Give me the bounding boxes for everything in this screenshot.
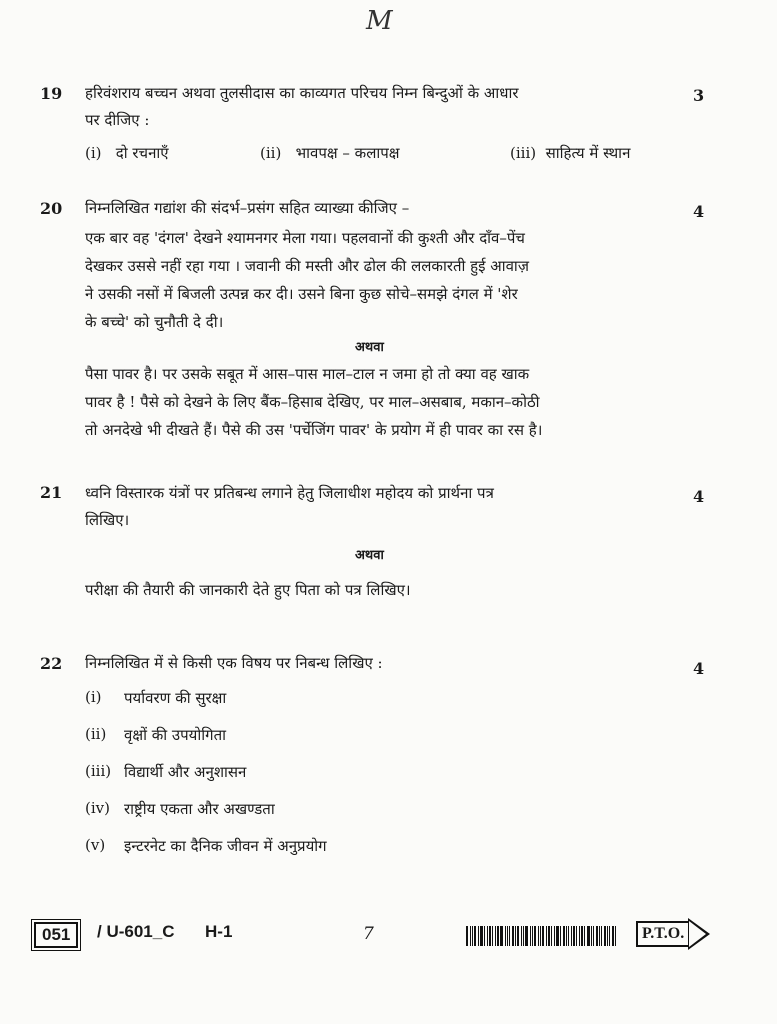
barcode-stripe (593, 926, 594, 946)
q22-option-num: (iii) (85, 762, 112, 780)
pto-label: P.T.O. (636, 921, 688, 947)
barcode-stripe (584, 926, 585, 946)
page-number: 7 (363, 924, 374, 944)
question-22-prompt: निम्नलिखित में से किसी एक विषय पर निबन्ध लिखिए : (85, 654, 383, 672)
barcode-stripe (612, 926, 614, 946)
q19-point-2: (ii) भावपक्ष – कलापक्ष (260, 144, 400, 162)
paper-code-box: 051 (34, 922, 78, 948)
paper-id: / U-601_C (97, 922, 175, 941)
barcode-stripe (495, 926, 496, 946)
q22-option-num: (v) (85, 836, 106, 854)
question-number-20: 20 (40, 199, 63, 218)
barcode-stripe (573, 926, 575, 946)
question-20-alt-passage (85, 360, 660, 444)
barcode-stripe (607, 926, 608, 946)
q22-option-text: पर्यावरण की सुरक्षा (124, 689, 227, 707)
question-number-21: 21 (40, 483, 63, 502)
barcode-stripe (546, 926, 547, 946)
barcode-stripe (484, 926, 485, 946)
question-21-marks: 4 (693, 487, 705, 506)
q22-option-text: राष्ट्रीय एकता और अखण्डता (124, 800, 275, 818)
barcode-stripe (472, 926, 473, 946)
barcode-stripe (591, 926, 592, 946)
barcode-stripe (470, 926, 471, 946)
barcode-stripe (563, 926, 565, 946)
barcode-stripe (530, 926, 531, 946)
barcode-stripe (474, 926, 476, 946)
barcode-stripe (534, 926, 536, 946)
arrow-right-icon (688, 918, 710, 950)
q22-option-text: विद्यार्थी और अनुशासन (124, 763, 247, 781)
barcode (466, 926, 617, 946)
question-20-marks: 4 (693, 202, 705, 221)
barcode-stripe (615, 926, 616, 946)
barcode-stripe (604, 926, 606, 946)
barcode-stripe (601, 926, 602, 946)
q20-alt-line: पावर है ! पैसे को देखने के लिए बैंक–हिसाब देखिए, पर माल–असबाब, मकान–कोठी (85, 393, 540, 411)
barcode-stripe (554, 926, 555, 946)
q20-passage-line: ने उसकी नसों में बिजली उत्पन्न कर दी। उसने बिना कुछ सोचे–समझे दंगल में 'शेर (85, 285, 518, 303)
q19-line1: हरिवंशराय बच्चन अथवा तुलसीदास का काव्यगत परिचय निम्न बिन्दुओं के आधार (85, 84, 519, 102)
q20-passage-line: एक बार वह 'दंगल' देखने श्यामनगर मेला गया। पहलवानों की कुश्ती और दाँव–पेंच (85, 229, 525, 247)
barcode-stripe (538, 926, 539, 946)
barcode-stripe (492, 926, 493, 946)
barcode-stripe (609, 926, 610, 946)
barcode-stripe (500, 926, 503, 946)
barcode-stripe (576, 926, 577, 946)
question-21-alt: परीक्षा की तैयारी की जानकारी देते हुए पिता को पत्र लिखिए। (85, 581, 411, 599)
q20-alt-line: तो अनदेखे भी दीखते हैं। पैसे की उस 'पर्चेजिंग पावर' के प्रयोग में ही पावर का रस है। (85, 421, 543, 439)
barcode-stripe (560, 926, 561, 946)
pto-marker (636, 918, 710, 950)
barcode-stripe (542, 926, 544, 946)
barcode-stripe (556, 926, 559, 946)
paper-set: H-1 (205, 922, 233, 941)
q19-line2: पर दीजिए : (85, 111, 150, 129)
question-19-text (85, 80, 655, 134)
barcode-stripe (571, 926, 572, 946)
barcode-stripe (551, 926, 552, 946)
question-22-marks: 4 (693, 659, 705, 678)
barcode-stripe (532, 926, 533, 946)
barcode-stripe (599, 926, 600, 946)
q21-line2: लिखिए। (85, 511, 130, 529)
barcode-stripe (525, 926, 528, 946)
barcode-stripe (515, 926, 516, 946)
q22-option-num: (i) (85, 688, 102, 706)
question-20-prompt: निम्नलिखित गद्यांश की संदर्भ–प्रसंग सहित व्याख्या कीजिए – (85, 199, 410, 217)
barcode-stripe (509, 926, 510, 946)
barcode-stripe (480, 926, 483, 946)
question-19-marks: 3 (693, 86, 705, 105)
barcode-stripe (581, 926, 583, 946)
barcode-stripe (596, 926, 598, 946)
barcode-stripe (523, 926, 524, 946)
q21-or-label: अथवा (355, 548, 384, 563)
header-scribble: M (366, 6, 391, 36)
barcode-stripe (540, 926, 541, 946)
question-number-19: 19 (40, 84, 63, 103)
q22-option-text: इन्टरनेट का दैनिक जीवन में अनुप्रयोग (124, 837, 327, 855)
barcode-stripe (507, 926, 508, 946)
question-20-passage (85, 224, 660, 336)
barcode-stripe (548, 926, 550, 946)
barcode-stripe (478, 926, 479, 946)
barcode-stripe (512, 926, 514, 946)
q20-passage-line: देखकर उससे नहीं रहा गया । जवानी की मस्ती और ढोल की ललकारती हुई आवाज़ (85, 257, 529, 275)
q19-point-1: (i) दो रचनाएँ (85, 144, 169, 162)
question-21-text (85, 480, 655, 534)
barcode-stripe (587, 926, 590, 946)
q20-or-label: अथवा (355, 340, 384, 355)
barcode-stripe (466, 926, 468, 946)
barcode-stripe (489, 926, 491, 946)
barcode-stripe (487, 926, 488, 946)
q22-option-text: वृक्षों की उपयोगिता (124, 726, 227, 744)
q21-line1: ध्वनि विस्तारक यंत्रों पर प्रतिबन्ध लगाने हेतु जिलाधीश महोदय को प्रार्थना पत्र (85, 484, 494, 502)
barcode-stripe (521, 926, 522, 946)
question-number-22: 22 (40, 654, 63, 673)
q22-option-num: (ii) (85, 725, 107, 743)
barcode-stripe (579, 926, 580, 946)
barcode-stripe (566, 926, 567, 946)
barcode-stripe (497, 926, 499, 946)
q20-alt-line: पैसा पावर है। पर उसके सबूत में आस–पास माल–टाल न जमा हो तो क्या वह खाक (85, 365, 530, 383)
barcode-stripe (517, 926, 519, 946)
barcode-stripe (568, 926, 569, 946)
q22-option-num: (iv) (85, 799, 110, 817)
barcode-stripe (505, 926, 506, 946)
q19-point-3: (iii) साहित्य में स्थान (510, 144, 631, 162)
q20-passage-line: के बच्चे' को चुनौती दे दी। (85, 313, 224, 331)
